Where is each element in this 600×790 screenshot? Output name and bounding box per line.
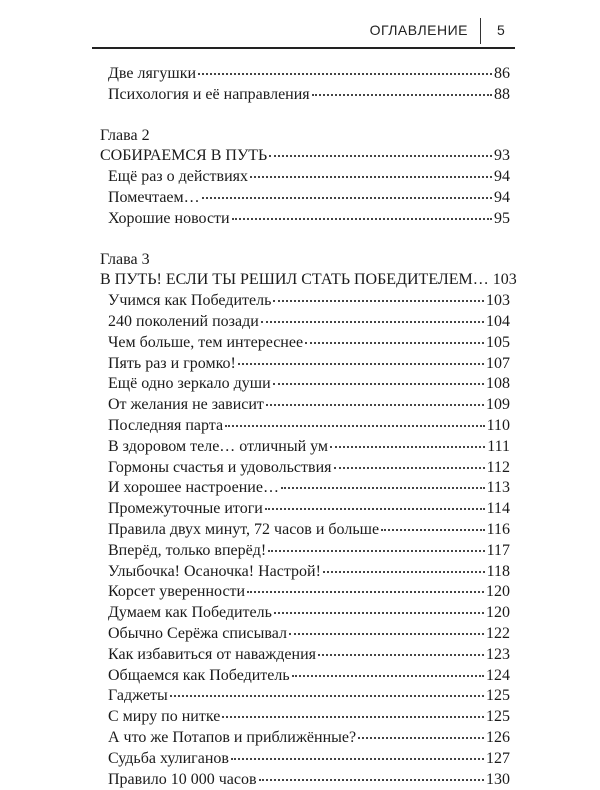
- toc-entry-title: Общаемся как Победитель: [108, 666, 290, 687]
- toc-entry[interactable]: [100, 582, 510, 603]
- dot-leader: [198, 73, 492, 75]
- toc-entry-title: С миру по нитке: [108, 707, 220, 728]
- toc-entry[interactable]: [100, 645, 510, 666]
- toc-entry-title: И хорошее настроение…: [108, 478, 279, 499]
- dot-leader: [334, 467, 485, 469]
- toc-entry-title: От желания не зависит: [108, 395, 264, 416]
- toc-entry[interactable]: [100, 707, 510, 728]
- running-header-title: ОГЛАВЛЕНИЕ: [330, 22, 468, 38]
- toc-group-chapter-3: [100, 250, 510, 790]
- toc-entry[interactable]: [100, 520, 510, 541]
- toc-entry[interactable]: [100, 333, 510, 354]
- dot-leader: [250, 176, 492, 178]
- toc-entry-page: 111: [487, 437, 510, 458]
- dot-leader: [222, 716, 484, 718]
- header-rule: [92, 47, 515, 49]
- toc-entry-title: Гормоны счастья и удовольствия: [108, 458, 332, 479]
- toc-entry[interactable]: [100, 458, 510, 479]
- dot-leader: [259, 779, 484, 781]
- dot-leader: [318, 654, 484, 656]
- toc-entry[interactable]: [100, 624, 510, 645]
- toc-entry[interactable]: [100, 499, 510, 520]
- dot-leader: [269, 155, 492, 157]
- toc-entry-page: 112: [487, 458, 510, 479]
- dot-leader: [323, 571, 485, 573]
- toc-entry-title: Гаджеты: [108, 686, 168, 707]
- toc-entry[interactable]: [100, 188, 510, 209]
- toc-entry-page: 104: [486, 312, 510, 333]
- dot-leader: [261, 321, 484, 323]
- toc-entry-page: 120: [486, 582, 510, 603]
- toc-entry[interactable]: [100, 478, 510, 499]
- toc-group-chapter-2: [100, 126, 510, 230]
- chapter-heading-entry[interactable]: [100, 146, 510, 167]
- toc-entry-page: 117: [487, 541, 510, 562]
- toc-entry[interactable]: [100, 354, 510, 375]
- toc-entry[interactable]: [100, 395, 510, 416]
- toc-entry-page: 103: [493, 270, 517, 291]
- toc-entry-page: 126: [486, 728, 510, 749]
- toc-entry-page: 93: [494, 146, 510, 167]
- toc-entry-page: 118: [487, 562, 510, 583]
- toc-entry-title: Обычно Серёжа списывал: [108, 624, 287, 645]
- toc-entry-page: 125: [486, 707, 510, 728]
- toc-entry-page: 103: [486, 291, 510, 312]
- dot-leader: [265, 508, 485, 510]
- chapter-heading-entry[interactable]: [100, 270, 510, 291]
- toc-entry-page: 113: [487, 478, 510, 499]
- dot-leader: [273, 300, 484, 302]
- toc-entry[interactable]: [100, 541, 510, 562]
- dot-leader: [305, 342, 484, 344]
- chapter-label: Глава 3: [100, 250, 510, 271]
- dot-leader: [381, 529, 485, 531]
- toc-entry-title: Ещё одно зеркало души: [108, 374, 271, 395]
- table-of-contents: [100, 64, 510, 790]
- toc-entry-title: Последняя парта: [108, 416, 223, 437]
- toc-entry-title: Две лягушки: [108, 64, 196, 85]
- dot-leader: [247, 591, 484, 593]
- toc-entry-title: Правила двух минут, 72 часов и больше: [108, 520, 379, 541]
- toc-entry-title: В здоровом теле… отличный ум: [108, 437, 328, 458]
- toc-entry-title: Учимся как Победитель: [108, 291, 271, 312]
- toc-entry-title: Пять раз и громко!: [108, 354, 236, 375]
- toc-entry-title: СОБИРАЕМСЯ В ПУТЬ: [100, 146, 267, 167]
- dot-leader: [225, 425, 485, 427]
- toc-entry[interactable]: [100, 312, 510, 333]
- toc-entry[interactable]: [100, 64, 510, 85]
- toc-entry[interactable]: [100, 749, 510, 770]
- chapter-label: Глава 2: [100, 126, 510, 147]
- toc-entry-title: Ещё раз о действиях: [108, 167, 248, 188]
- toc-entry-page: 130: [486, 770, 510, 790]
- toc-entry-page: 110: [487, 416, 510, 437]
- toc-entry[interactable]: [100, 291, 510, 312]
- dot-leader: [330, 446, 485, 448]
- toc-entry[interactable]: [100, 374, 510, 395]
- toc-entry[interactable]: [100, 209, 510, 230]
- toc-entry-title: Чем больше, тем интереснее: [108, 333, 303, 354]
- toc-entry-title: А что же Потапов и приближённые?: [108, 728, 356, 749]
- dot-leader: [312, 94, 492, 96]
- toc-entry-title: Улыбочка! Осаночка! Настрой!: [108, 562, 321, 583]
- toc-entry-page: 105: [486, 333, 510, 354]
- toc-entry-page: 86: [494, 64, 510, 85]
- group-spacer: [100, 230, 510, 250]
- group-spacer: [100, 106, 510, 126]
- dot-leader: [266, 404, 484, 406]
- toc-entry[interactable]: [100, 416, 510, 437]
- toc-entry-page: 94: [494, 188, 510, 209]
- toc-entry-page: 109: [486, 395, 510, 416]
- dot-leader: [238, 363, 484, 365]
- toc-entry-page: 116: [487, 520, 510, 541]
- toc-entry[interactable]: [100, 437, 510, 458]
- toc-entry-title: Психология и её направления: [108, 85, 310, 106]
- toc-entry-title: 240 поколений позади: [108, 312, 259, 333]
- dot-leader: [202, 197, 492, 199]
- toc-entry[interactable]: [100, 167, 510, 188]
- dot-leader: [281, 487, 485, 489]
- toc-entry-page: 123: [486, 645, 510, 666]
- toc-entry[interactable]: [100, 603, 510, 624]
- toc-entry-page: 127: [486, 749, 510, 770]
- toc-entry-title: Хорошие новости: [108, 209, 230, 230]
- toc-entry-title: Помечтаем…: [108, 188, 200, 209]
- dot-leader: [170, 695, 484, 697]
- toc-entry[interactable]: [100, 562, 510, 583]
- toc-entry-page: 95: [494, 209, 510, 230]
- toc-entry-page: 88: [494, 85, 510, 106]
- toc-entry[interactable]: [100, 728, 510, 749]
- toc-entry[interactable]: [100, 686, 510, 707]
- toc-entry[interactable]: [100, 770, 510, 790]
- dot-leader: [292, 675, 484, 677]
- toc-entry-title: В ПУТЬ! ЕСЛИ ТЫ РЕШИЛ СТАТЬ ПОБЕДИТЕЛЕМ…: [100, 270, 489, 291]
- toc-entry-page: 120: [486, 603, 510, 624]
- toc-entry-page: 125: [486, 686, 510, 707]
- toc-entry-page: 124: [486, 666, 510, 687]
- toc-entry-title: Корсет уверенности: [108, 582, 245, 603]
- dot-leader: [274, 612, 484, 614]
- toc-entry-title: Правило 10 000 часов: [108, 770, 257, 790]
- toc-entry-page: 94: [494, 167, 510, 188]
- toc-entry-title: Вперёд, только вперёд!: [108, 541, 266, 562]
- header-separator: [480, 18, 481, 44]
- header-page-number: 5: [497, 22, 505, 38]
- dot-leader: [268, 550, 484, 552]
- toc-entry[interactable]: [100, 666, 510, 687]
- dot-leader: [289, 633, 484, 635]
- toc-entry-page: 114: [487, 499, 510, 520]
- toc-entry-page: 122: [486, 624, 510, 645]
- dot-leader: [231, 758, 484, 760]
- toc-entry-title: Промежуточные итоги: [108, 499, 263, 520]
- toc-entry-page: 108: [486, 374, 510, 395]
- toc-group-continued: [100, 64, 510, 106]
- toc-entry-title: Думаем как Победитель: [108, 603, 272, 624]
- toc-entry[interactable]: [100, 85, 510, 106]
- dot-leader: [232, 218, 492, 220]
- toc-entry-title: Как избавиться от наваждения: [108, 645, 316, 666]
- dot-leader: [273, 383, 484, 385]
- toc-entry-page: 107: [486, 354, 510, 375]
- toc-entry-title: Судьба хулиганов: [108, 749, 229, 770]
- dot-leader: [358, 737, 484, 739]
